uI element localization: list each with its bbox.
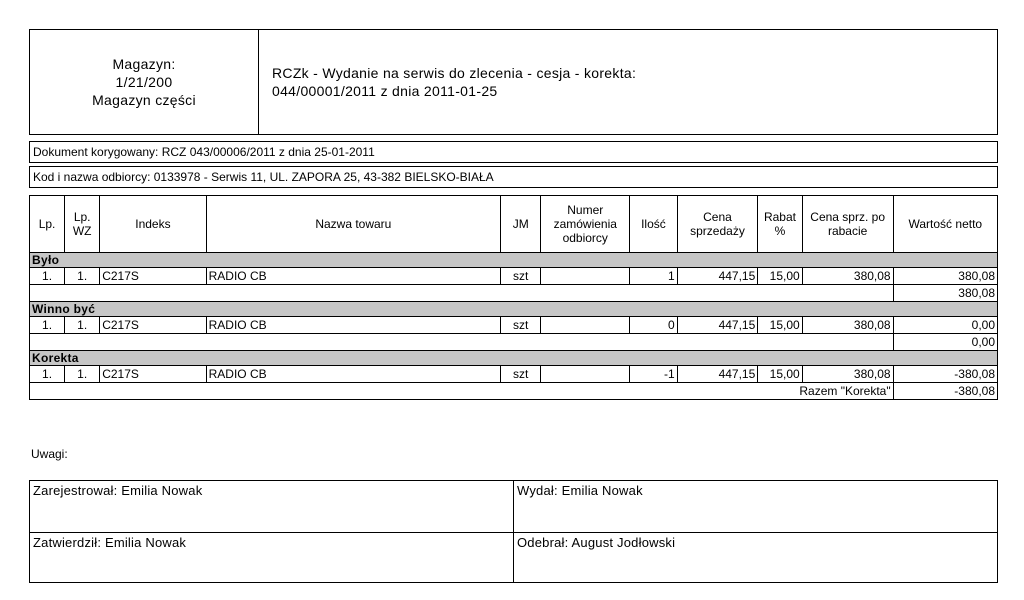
subtotal-label (30, 334, 894, 351)
document-number: 044/00001/2011 z dnia 2011-01-25 (272, 83, 498, 99)
section-title: Było (30, 253, 998, 268)
cell-lp: 1. (30, 268, 65, 285)
cell-discount: 15,00 (758, 317, 802, 334)
cell-net-value: 380,08 (893, 268, 997, 285)
column-header: Numer zamówienia odbiorcy (541, 196, 630, 253)
document-header (29, 29, 998, 135)
cell-unit: szt (501, 366, 541, 383)
signature-approved: Zatwierdził: Emilia Nowak (33, 535, 187, 550)
document-title: RCZk - Wydanie na serwis do zlecenia - cesja - korekta: (272, 65, 637, 81)
cell-lp-wz: 1. (65, 366, 100, 383)
cell-index: C217S (100, 317, 206, 334)
table-header-row (30, 196, 998, 253)
cell-lp-wz: 1. (65, 268, 100, 285)
warehouse-label: Magazyn: (112, 56, 176, 72)
subtotal-value: 380,08 (893, 285, 997, 302)
section-header-bylo (30, 253, 998, 268)
section-header-korekta (30, 351, 998, 366)
cell-discount: 15,00 (758, 268, 802, 285)
table-row (30, 268, 998, 285)
warehouse-block (30, 30, 259, 134)
cell-product-name: RADIO CB (206, 317, 500, 334)
cell-price: 447,15 (677, 366, 758, 383)
warehouse-name: Magazyn części (92, 92, 196, 108)
cell-quantity: 1 (630, 268, 678, 285)
section-title: Winno być (30, 302, 998, 317)
cell-index: C217S (100, 366, 206, 383)
column-header: Indeks (100, 196, 206, 253)
cell-product-name: RADIO CB (206, 366, 500, 383)
column-header: Rabat % (758, 196, 802, 253)
cell-unit: szt (501, 268, 541, 285)
column-header: Wartość netto (893, 196, 997, 253)
column-header: JM (501, 196, 541, 253)
subtotal-value: 0,00 (893, 334, 997, 351)
cell-discounted-price: 380,08 (802, 317, 893, 334)
cell-lp: 1. (30, 366, 65, 383)
cell-order-number (541, 317, 630, 334)
total-label: Razem "Korekta" (30, 383, 894, 400)
document-title-block (272, 64, 636, 100)
section-title: Korekta (30, 351, 998, 366)
cell-price: 447,15 (677, 268, 758, 285)
warehouse-code: 1/21/200 (115, 74, 173, 90)
signature-registered: Zarejestrował: Emilia Nowak (33, 483, 203, 498)
signatures-box (29, 480, 998, 583)
corrected-document-info: Dokument korygowany: RCZ 043/00006/2011 z dnia 25-01-2011 (29, 141, 998, 163)
cell-lp: 1. (30, 317, 65, 334)
cell-order-number (541, 268, 630, 285)
section-header-winno-byc (30, 302, 998, 317)
signature-issued: Wydał: Emilia Nowak (517, 483, 643, 498)
remarks-label: Uwagi: (31, 447, 68, 461)
cell-net-value: 0,00 (893, 317, 997, 334)
cell-product-name: RADIO CB (206, 268, 500, 285)
table-row (30, 366, 998, 383)
recipient-info: Kod i nazwa odbiorcy: 0133978 - Serwis 11, UL. ZAPORA 25, 43-382 BIELSKO-BIAŁA (29, 166, 998, 188)
column-header: Cena sprzedaży (677, 196, 758, 253)
cell-lp-wz: 1. (65, 317, 100, 334)
column-header: Cena sprz. po rabacie (802, 196, 893, 253)
items-table (29, 195, 998, 400)
cell-price: 447,15 (677, 317, 758, 334)
column-header: Lp. (30, 196, 65, 253)
cell-discounted-price: 380,08 (802, 366, 893, 383)
signature-received: Odebrał: August Jodłowski (517, 535, 676, 550)
total-row (30, 383, 998, 400)
subtotal-row (30, 334, 998, 351)
column-header: Ilość (630, 196, 678, 253)
cell-net-value: -380,08 (893, 366, 997, 383)
column-header: Lp. WZ (65, 196, 100, 253)
table-row (30, 317, 998, 334)
subtotal-row (30, 285, 998, 302)
cell-discounted-price: 380,08 (802, 268, 893, 285)
subtotal-label (30, 285, 894, 302)
column-header: Nazwa towaru (206, 196, 500, 253)
cell-index: C217S (100, 268, 206, 285)
cell-quantity: 0 (630, 317, 678, 334)
cell-unit: szt (501, 317, 541, 334)
cell-discount: 15,00 (758, 366, 802, 383)
total-value: -380,08 (893, 383, 997, 400)
cell-order-number (541, 366, 630, 383)
cell-quantity: -1 (630, 366, 678, 383)
